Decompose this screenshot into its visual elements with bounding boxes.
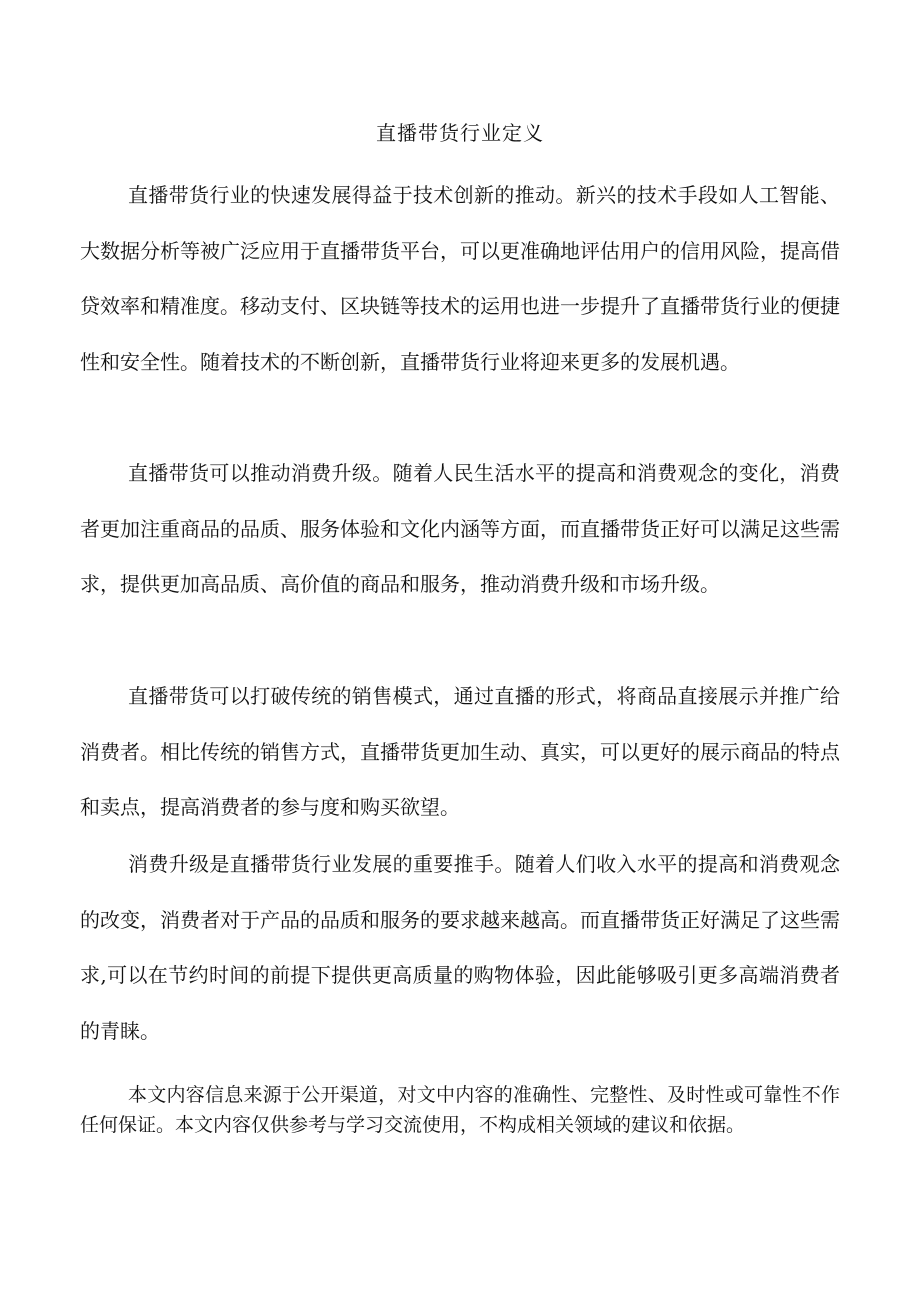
paragraph-3: 直播带货可以打破传统的销售模式，通过直播的形式，将商品直接展示并推广给消费者。相比传统的销售方式，直播带货更加生动、真实，可以更好的展示商品的特点和卖点，提高消费者的参与度和购买欲望。 — [80, 684, 840, 819]
paragraph-1: 直播带货行业的快速发展得益于技术创新的推动。新兴的技术手段如人工智能、大数据分析等被广泛应用于直播带货平台，可以更准确地评估用户的信用风险，提高借贷效率和精准度。移动支付、区块链等技术的运用也进一步提升了直播带货行业的便捷性和安全性。随着技术的不断创新，直播带货行业将迎来更多的发展机遇。 — [80, 183, 840, 374]
disclaimer: 本文内容信息来源于公开渠道，对文中内容的准确性、完整性、及时性或可靠性不作任何保证。本文内容仅供参考与学习交流使用，不构成相关领域的建议和依据。 — [80, 1084, 840, 1136]
document-title: 直播带货行业定义 — [376, 121, 544, 145]
paragraph-2: 直播带货可以推动消费升级。随着人民生活水平的提高和消费观念的变化，消费者更加注重商品的品质、服务体验和文化内涵等方面，而直播带货正好可以满足这些需求，提供更加高品质、高价值的商品和服务，推动消费升级和市场升级。 — [80, 461, 840, 596]
paragraph-4: 消费升级是直播带货行业发展的重要推手。随着人们收入水平的提高和消费观念的改变，消费者对于产品的品质和服务的要求越来越高。而直播带货正好满足了这些需求,可以在节约时间的前提下提供更高质量的购物体验，因此能够吸引更多高端消费者的青睐。 — [80, 852, 840, 1043]
